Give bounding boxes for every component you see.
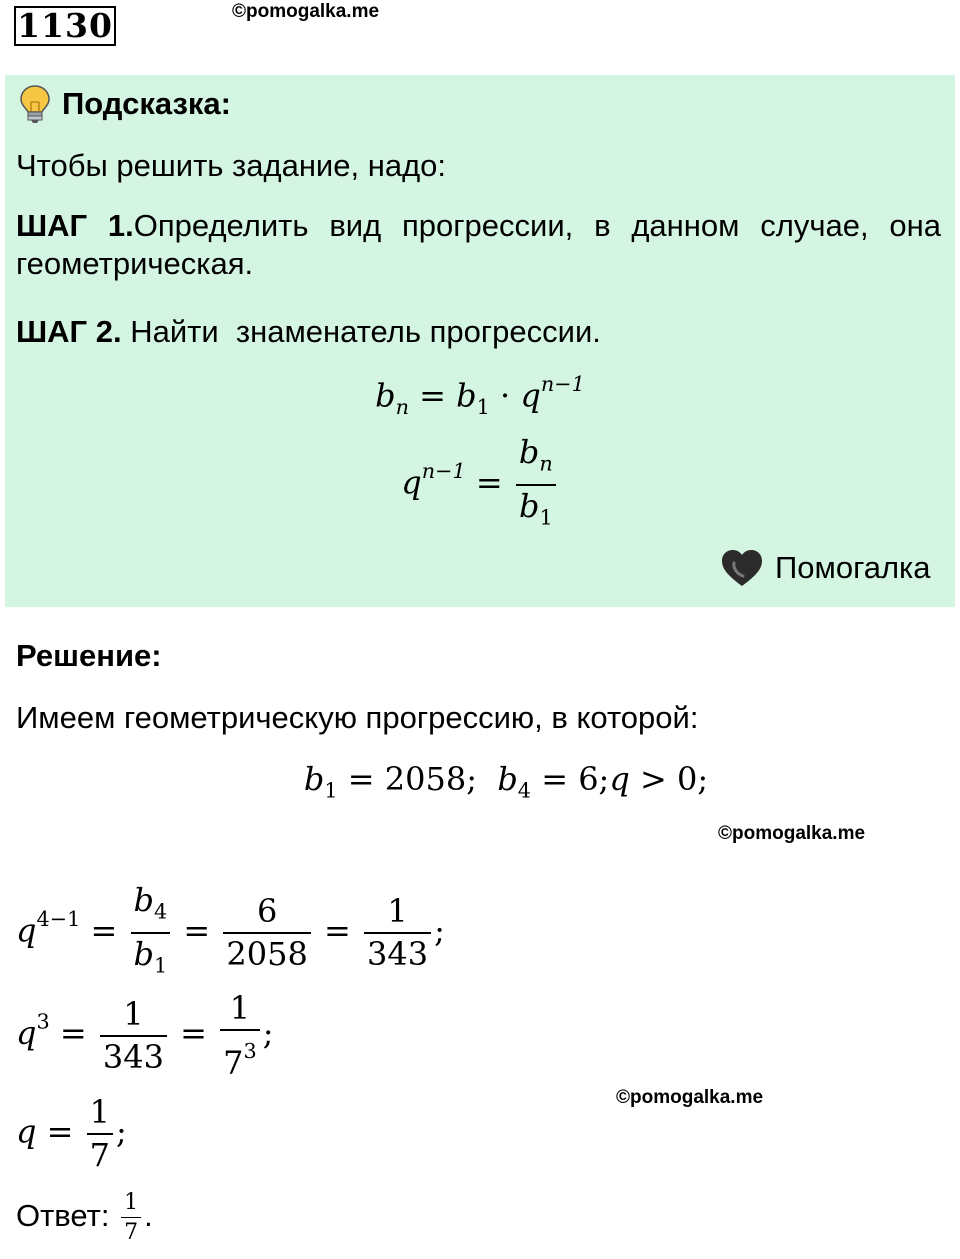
hint-step2 <box>16 313 601 351</box>
brand-name: Помогалка <box>775 550 931 585</box>
fraction: $\frac{1}{7^3}$ <box>220 990 260 1081</box>
formula-ratio: $q^{n-1}$ = $\frac{b_n}{b_1}$ <box>0 434 960 536</box>
solution-title: Решение: <box>16 638 162 673</box>
solution-intro: Имеем геометрическую прогрессию, в которой: <box>16 700 699 735</box>
answer-fraction: $\frac{1}{7}$ <box>121 1190 141 1246</box>
formula-general-term: $b_n = b_1 \cdot q^{n-1}$ <box>375 372 585 419</box>
step2-label: ШАГ 2. <box>16 314 122 349</box>
watermark-bottom: ©pomogalka.me <box>616 1087 764 1108</box>
hint-title: Подсказка: <box>62 86 231 121</box>
fraction: $\frac{6}{2058}$ <box>223 893 310 973</box>
lightbulb-icon <box>18 84 52 124</box>
fraction: $\frac{b_4}{b_1}$ <box>131 882 171 984</box>
fraction: $\frac{1}{7}$ <box>87 1094 113 1174</box>
heart-icon <box>720 548 764 588</box>
step1-text: Определить вид прогрессии, в данном случае, она геометрическая. <box>16 208 941 281</box>
hint-step1 <box>16 207 941 283</box>
answer: Ответ: $\frac{1}{7}$ . <box>16 1190 153 1246</box>
given-values: $b_1 = 2058$; $b_4$ = 6;q > 0; <box>303 760 709 803</box>
fraction: $\frac{1}{343}$ <box>364 893 431 973</box>
fraction: $\frac{1}{343}$ <box>100 996 167 1076</box>
solution-line-3: q = $\frac{1}{7}$ ; <box>16 1093 127 1174</box>
fraction: $\frac{b_n}{b_1}$ <box>516 434 556 536</box>
problem-number: 1130 <box>14 6 116 46</box>
watermark-middle: ©pomogalka.me <box>718 823 866 844</box>
step1-label: ШАГ 1. <box>16 208 134 243</box>
watermark-top: ©pomogalka.me <box>232 1 380 22</box>
answer-label: Ответ: <box>16 1197 119 1233</box>
solution-line-2: $q^3$ = $\frac{1}{343}$ = $\frac{1}{7^3}$ ; <box>16 989 274 1082</box>
solution-line-1: $q^{4-1}$ = $\frac{b_4}{b_1}$ = $\frac{6}{2058}$ = $\frac{1}{343}$ ; <box>16 882 445 984</box>
step2-text: Найти знаменатель прогрессии. <box>121 314 601 349</box>
hint-intro: Чтобы решить задание, надо: <box>16 148 447 183</box>
